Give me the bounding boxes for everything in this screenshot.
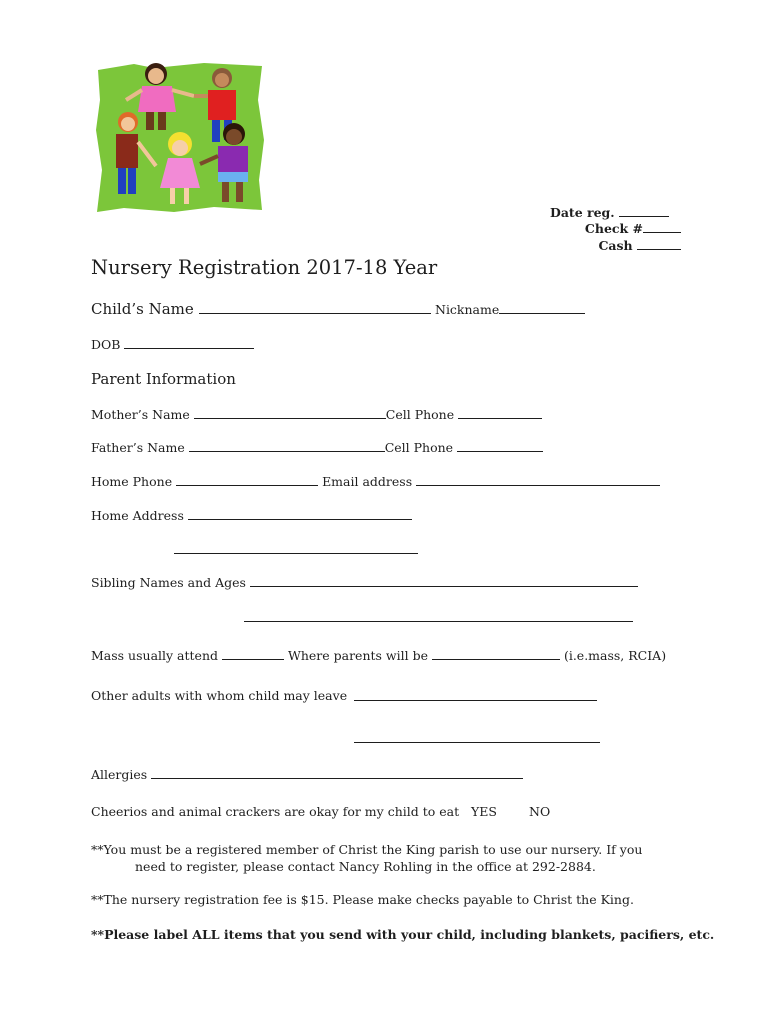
check-number-field[interactable] bbox=[585, 221, 681, 236]
mass-attend-field[interactable] bbox=[91, 648, 666, 663]
other-adults-line-2[interactable] bbox=[354, 731, 600, 743]
snacks-permission-label: Cheerios and animal crackers are okay for my child to eat bbox=[91, 804, 460, 819]
fathers-name-label: Father’s Name bbox=[91, 440, 185, 455]
email-address-label: Email address bbox=[322, 474, 413, 489]
date-reg-label: Date reg. bbox=[549, 205, 615, 220]
fee-note: **The nursery registration fee is $15. Please make checks payable to Christ the King. bbox=[91, 892, 634, 907]
home-address-field[interactable] bbox=[91, 508, 412, 523]
mothers-name-field[interactable] bbox=[91, 407, 542, 422]
mass-attend-label: Mass usually attend bbox=[91, 648, 219, 663]
nickname-label: Nickname bbox=[435, 302, 500, 317]
check-number-label: Check # bbox=[584, 221, 643, 236]
other-adults-label: Other adults with whom child may leave bbox=[91, 688, 348, 703]
home-phone-label: Home Phone bbox=[91, 474, 173, 489]
father-cell-phone-label: Cell Phone bbox=[384, 440, 454, 455]
mass-example-text: (i.e.mass, RCIA) bbox=[563, 648, 667, 663]
home-address-label: Home Address bbox=[91, 508, 184, 523]
nickname-field[interactable] bbox=[435, 302, 585, 317]
parents-location-label: Where parents will be bbox=[287, 648, 428, 663]
allergies-field[interactable] bbox=[91, 767, 523, 782]
home-phone-field[interactable] bbox=[91, 474, 660, 489]
cash-field[interactable] bbox=[598, 238, 681, 253]
membership-note-line-1: **You must be a registered member of Christ the King parish to use our nursery. If you bbox=[91, 842, 643, 857]
label-items-note: **Please label ALL items that you send with your child, including blankets, pacifiers, etc. bbox=[91, 927, 715, 942]
other-adults-line-1[interactable] bbox=[354, 689, 597, 701]
date-reg-field[interactable] bbox=[550, 205, 669, 220]
dob-field[interactable] bbox=[91, 337, 254, 352]
allergies-label: Allergies bbox=[91, 767, 148, 782]
sibling-names-field[interactable] bbox=[91, 575, 638, 590]
sibling-names-line-2[interactable] bbox=[244, 610, 633, 622]
cash-label: Cash bbox=[598, 238, 633, 253]
childs-name-field[interactable] bbox=[91, 300, 431, 318]
fathers-name-field[interactable] bbox=[91, 440, 543, 455]
snacks-yes-option[interactable]: YES bbox=[471, 804, 497, 819]
snacks-no-option[interactable]: NO bbox=[529, 804, 551, 819]
dob-label: DOB bbox=[91, 337, 121, 352]
page-title: Nursery Registration 2017-18 Year bbox=[91, 256, 438, 279]
sibling-names-label: Sibling Names and Ages bbox=[91, 575, 246, 590]
children-clipart bbox=[94, 60, 266, 215]
children-circle-image bbox=[94, 60, 266, 215]
mothers-name-label: Mother’s Name bbox=[91, 407, 190, 422]
membership-note-line-2: need to register, please contact Nancy Rohling in the office at 292-2884. bbox=[135, 859, 596, 874]
mother-cell-phone-label: Cell Phone bbox=[385, 407, 455, 422]
parent-info-heading: Parent Information bbox=[91, 370, 236, 388]
home-address-line-2[interactable] bbox=[174, 542, 418, 554]
childs-name-label: Child’s Name bbox=[91, 300, 194, 318]
